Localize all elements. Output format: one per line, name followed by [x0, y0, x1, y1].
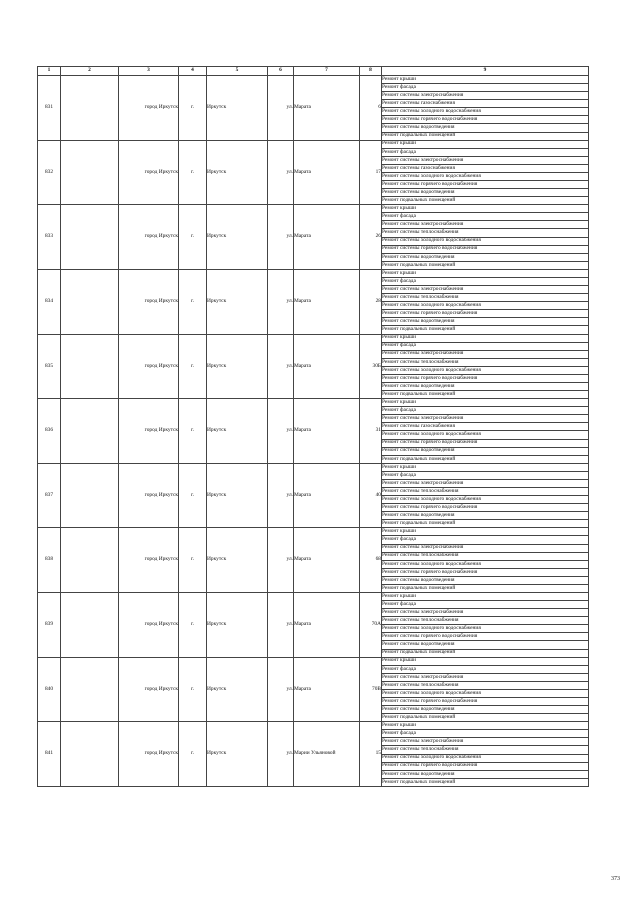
repair-work-item: Ремонт системы холодного водоснабжения	[382, 302, 589, 310]
city-cell: Иркутск	[207, 76, 268, 141]
street-type-cell: ул.	[268, 722, 294, 787]
street-type-cell: ул.	[268, 140, 294, 205]
street-cell: Марата	[294, 463, 360, 528]
table-row	[38, 593, 589, 601]
repair-work-item: Ремонт системы холодного водоснабжения	[382, 754, 589, 762]
street-cell: Марата	[294, 269, 360, 334]
row-number: 831	[38, 76, 61, 141]
repair-work-item: Ремонт системы теплоснабжения	[382, 487, 589, 495]
settlement-cell: город Иркутск	[119, 399, 179, 464]
settlement-type-cell: г.	[179, 722, 207, 787]
house-number-cell: 30Б	[360, 334, 382, 399]
settlement-type-cell: г.	[179, 593, 207, 658]
district-cell	[61, 334, 119, 399]
settlement-type-cell: г.	[179, 140, 207, 205]
city-cell: Иркутск	[207, 399, 268, 464]
settlement-type-cell: г.	[179, 205, 207, 270]
repair-work-item: Ремонт крыши	[382, 399, 589, 407]
column-header: 3	[119, 67, 179, 76]
house-number-cell: 31	[360, 399, 382, 464]
settlement-cell: город Иркутск	[119, 140, 179, 205]
repair-work-item: Ремонт системы газоснабжения	[382, 164, 589, 172]
street-cell: Марата	[294, 140, 360, 205]
row-number: 839	[38, 593, 61, 658]
settlement-cell: город Иркутск	[119, 269, 179, 334]
street-cell: Марата	[294, 657, 360, 722]
repair-work-item: Ремонт системы холодного водоснабжения	[382, 108, 589, 116]
repair-work-item: Ремонт системы электроснабжения	[382, 156, 589, 164]
city-cell: Иркутск	[207, 722, 268, 787]
city-cell: Иркутск	[207, 140, 268, 205]
repair-work-item: Ремонт фасада	[382, 471, 589, 479]
repair-work-item: Ремонт системы теплоснабжения	[382, 294, 589, 302]
repair-work-item: Ремонт системы водоотведения	[382, 770, 589, 778]
row-number: 834	[38, 269, 61, 334]
city-cell: Иркутск	[207, 528, 268, 593]
repair-work-item: Ремонт системы теплоснабжения	[382, 229, 589, 237]
settlement-type-cell: г.	[179, 399, 207, 464]
repair-work-item: Ремонт подвальных помещений	[382, 132, 589, 140]
repair-work-item: Ремонт системы электроснабжения	[382, 92, 589, 100]
table-body	[38, 76, 589, 787]
settlement-cell: город Иркутск	[119, 657, 179, 722]
district-cell	[61, 269, 119, 334]
settlement-cell: город Иркутск	[119, 528, 179, 593]
street-type-cell: ул.	[268, 334, 294, 399]
repair-work-item: Ремонт подвальных помещений	[382, 391, 589, 399]
row-number: 838	[38, 528, 61, 593]
settlement-type-cell: г.	[179, 269, 207, 334]
table-row	[38, 657, 589, 665]
repair-work-item: Ремонт системы горячего водоснабжения	[382, 762, 589, 770]
street-type-cell: ул.	[268, 528, 294, 593]
city-cell: Иркутск	[207, 269, 268, 334]
repair-work-item: Ремонт крыши	[382, 722, 589, 730]
repair-work-item: Ремонт подвальных помещений	[382, 455, 589, 463]
street-cell: Марата	[294, 76, 360, 141]
repair-work-item: Ремонт системы электроснабжения	[382, 415, 589, 423]
repair-work-item: Ремонт системы горячего водоснабжения	[382, 374, 589, 382]
column-header: 6	[268, 67, 294, 76]
house-number-cell: 70А	[360, 593, 382, 658]
settlement-type-cell: г.	[179, 76, 207, 141]
settlement-type-cell: г.	[179, 657, 207, 722]
repair-work-item: Ремонт фасада	[382, 213, 589, 221]
repair-work-item: Ремонт крыши	[382, 334, 589, 342]
repair-work-item: Ремонт крыши	[382, 528, 589, 536]
settlement-cell: город Иркутск	[119, 463, 179, 528]
street-type-cell: ул.	[268, 399, 294, 464]
street-type-cell: ул.	[268, 593, 294, 658]
repair-work-item: Ремонт подвальных помещений	[382, 261, 589, 269]
repair-work-item: Ремонт системы холодного водоснабжения	[382, 431, 589, 439]
street-type-cell: ул.	[268, 657, 294, 722]
district-cell	[61, 463, 119, 528]
header-row	[38, 67, 589, 76]
house-number-cell: 68	[360, 528, 382, 593]
street-cell: Марии Ульяновой	[294, 722, 360, 787]
table-row	[38, 140, 589, 148]
table-row	[38, 463, 589, 471]
repair-work-item: Ремонт крыши	[382, 463, 589, 471]
repair-work-item: Ремонт подвальных помещений	[382, 520, 589, 528]
column-header: 1	[38, 67, 61, 76]
repair-work-item: Ремонт системы электроснабжения	[382, 609, 589, 617]
city-cell: Иркутск	[207, 334, 268, 399]
column-header: 5	[207, 67, 268, 76]
street-cell: Марата	[294, 399, 360, 464]
district-cell	[61, 657, 119, 722]
repair-work-item: Ремонт системы горячего водоснабжения	[382, 568, 589, 576]
repair-work-item: Ремонт системы теплоснабжения	[382, 746, 589, 754]
repair-work-item: Ремонт системы водоотведения	[382, 641, 589, 649]
repair-work-item: Ремонт системы холодного водоснабжения	[382, 237, 589, 245]
repair-work-item: Ремонт подвальных помещений	[382, 649, 589, 657]
repair-work-item: Ремонт системы теплоснабжения	[382, 681, 589, 689]
repair-work-item: Ремонт подвальных помещений	[382, 197, 589, 205]
house-number-cell: 26	[360, 205, 382, 270]
row-number: 841	[38, 722, 61, 787]
row-number: 832	[38, 140, 61, 205]
repair-work-item: Ремонт системы водоотведения	[382, 512, 589, 520]
repair-work-item: Ремонт системы холодного водоснабжения	[382, 172, 589, 180]
repair-work-item: Ремонт системы холодного водоснабжения	[382, 560, 589, 568]
repair-work-item: Ремонт фасада	[382, 407, 589, 415]
street-type-cell: ул.	[268, 76, 294, 141]
district-cell	[61, 722, 119, 787]
street-cell: Марата	[294, 528, 360, 593]
table-row	[38, 205, 589, 213]
repair-work-item: Ремонт системы электроснабжения	[382, 738, 589, 746]
repair-work-item: Ремонт системы теплоснабжения	[382, 617, 589, 625]
repair-work-item: Ремонт фасада	[382, 730, 589, 738]
street-cell: Марата	[294, 593, 360, 658]
repair-work-item: Ремонт системы водоотведения	[382, 189, 589, 197]
column-header: 2	[61, 67, 119, 76]
table-row	[38, 399, 589, 407]
settlement-cell: город Иркутск	[119, 76, 179, 141]
house-number-cell: 17	[360, 140, 382, 205]
district-cell	[61, 140, 119, 205]
repair-work-item: Ремонт системы электроснабжения	[382, 544, 589, 552]
settlement-cell: город Иркутск	[119, 334, 179, 399]
repair-work-item: Ремонт системы горячего водоснабжения	[382, 245, 589, 253]
repair-work-item: Ремонт системы водоотведения	[382, 706, 589, 714]
repair-work-item: Ремонт системы горячего водоснабжения	[382, 504, 589, 512]
repair-work-item: Ремонт системы холодного водоснабжения	[382, 689, 589, 697]
repair-work-item: Ремонт системы горячего водоснабжения	[382, 181, 589, 189]
district-cell	[61, 528, 119, 593]
column-header: 4	[179, 67, 207, 76]
repair-work-item: Ремонт системы электроснабжения	[382, 479, 589, 487]
house-number-cell: 70В	[360, 657, 382, 722]
repair-work-item: Ремонт системы электроснабжения	[382, 350, 589, 358]
repair-work-item: Ремонт фасада	[382, 536, 589, 544]
settlement-type-cell: г.	[179, 463, 207, 528]
repair-register-table	[37, 66, 589, 787]
repair-work-item: Ремонт системы холодного водоснабжения	[382, 496, 589, 504]
repair-work-item: Ремонт системы водоотведения	[382, 447, 589, 455]
row-number: 840	[38, 657, 61, 722]
repair-work-item: Ремонт системы горячего водоснабжения	[382, 633, 589, 641]
repair-work-item: Ремонт подвальных помещений	[382, 326, 589, 334]
repair-work-item: Ремонт крыши	[382, 140, 589, 148]
table-row	[38, 269, 589, 277]
repair-work-item: Ремонт фасада	[382, 148, 589, 156]
district-cell	[61, 399, 119, 464]
repair-work-item: Ремонт системы теплоснабжения	[382, 358, 589, 366]
table-row	[38, 528, 589, 536]
repair-work-item: Ремонт системы горячего водоснабжения	[382, 439, 589, 447]
repair-work-item: Ремонт системы горячего водоснабжения	[382, 698, 589, 706]
repair-work-item: Ремонт системы холодного водоснабжения	[382, 625, 589, 633]
repair-work-item: Ремонт системы водоотведения	[382, 124, 589, 132]
table-row	[38, 334, 589, 342]
settlement-cell: город Иркутск	[119, 593, 179, 658]
repair-work-item: Ремонт системы электроснабжения	[382, 286, 589, 294]
street-cell: Марата	[294, 334, 360, 399]
row-number: 835	[38, 334, 61, 399]
page-number: 373	[611, 876, 620, 882]
house-number-cell: 15	[360, 722, 382, 787]
house-number-cell: 6	[360, 76, 382, 141]
repair-work-item: Ремонт фасада	[382, 342, 589, 350]
settlement-type-cell: г.	[179, 334, 207, 399]
repair-work-item: Ремонт фасада	[382, 665, 589, 673]
column-header: 9	[382, 67, 589, 76]
column-header: 7	[294, 67, 360, 76]
column-header: 8	[360, 67, 382, 76]
settlement-type-cell: г.	[179, 528, 207, 593]
city-cell: Иркутск	[207, 657, 268, 722]
city-cell: Иркутск	[207, 593, 268, 658]
city-cell: Иркутск	[207, 205, 268, 270]
street-cell: Марата	[294, 205, 360, 270]
row-number: 836	[38, 399, 61, 464]
repair-work-item: Ремонт системы водоотведения	[382, 576, 589, 584]
repair-work-item: Ремонт системы газоснабжения	[382, 100, 589, 108]
repair-work-item: Ремонт крыши	[382, 76, 589, 84]
repair-work-item: Ремонт системы теплоснабжения	[382, 552, 589, 560]
repair-work-item: Ремонт подвальных помещений	[382, 584, 589, 592]
street-type-cell: ул.	[268, 269, 294, 334]
repair-work-item: Ремонт системы горячего водоснабжения	[382, 116, 589, 124]
settlement-cell: город Иркутск	[119, 205, 179, 270]
row-number: 833	[38, 205, 61, 270]
street-type-cell: ул.	[268, 463, 294, 528]
settlement-cell: город Иркутск	[119, 722, 179, 787]
repair-work-item: Ремонт крыши	[382, 657, 589, 665]
city-cell: Иркутск	[207, 463, 268, 528]
repair-work-item: Ремонт системы водоотведения	[382, 253, 589, 261]
repair-work-item: Ремонт крыши	[382, 593, 589, 601]
street-type-cell: ул.	[268, 205, 294, 270]
table-row	[38, 76, 589, 84]
repair-work-item: Ремонт крыши	[382, 269, 589, 277]
repair-work-item: Ремонт подвальных помещений	[382, 714, 589, 722]
district-cell	[61, 76, 119, 141]
repair-work-item: Ремонт подвальных помещений	[382, 778, 589, 786]
row-number: 837	[38, 463, 61, 528]
repair-work-item: Ремонт системы газоснабжения	[382, 423, 589, 431]
house-number-cell: 28	[360, 269, 382, 334]
repair-work-item: Ремонт системы водоотведения	[382, 318, 589, 326]
repair-work-item: Ремонт системы электроснабжения	[382, 221, 589, 229]
repair-work-item: Ремонт системы горячего водоснабжения	[382, 310, 589, 318]
house-number-cell: 40	[360, 463, 382, 528]
repair-work-item: Ремонт системы электроснабжения	[382, 673, 589, 681]
repair-work-item: Ремонт фасада	[382, 277, 589, 285]
repair-work-item: Ремонт системы водоотведения	[382, 382, 589, 390]
repair-work-item: Ремонт крыши	[382, 205, 589, 213]
table-row	[38, 722, 589, 730]
district-cell	[61, 593, 119, 658]
repair-work-item: Ремонт фасада	[382, 601, 589, 609]
district-cell	[61, 205, 119, 270]
repair-work-item: Ремонт системы холодного водоснабжения	[382, 366, 589, 374]
repair-work-item: Ремонт фасада	[382, 84, 589, 92]
